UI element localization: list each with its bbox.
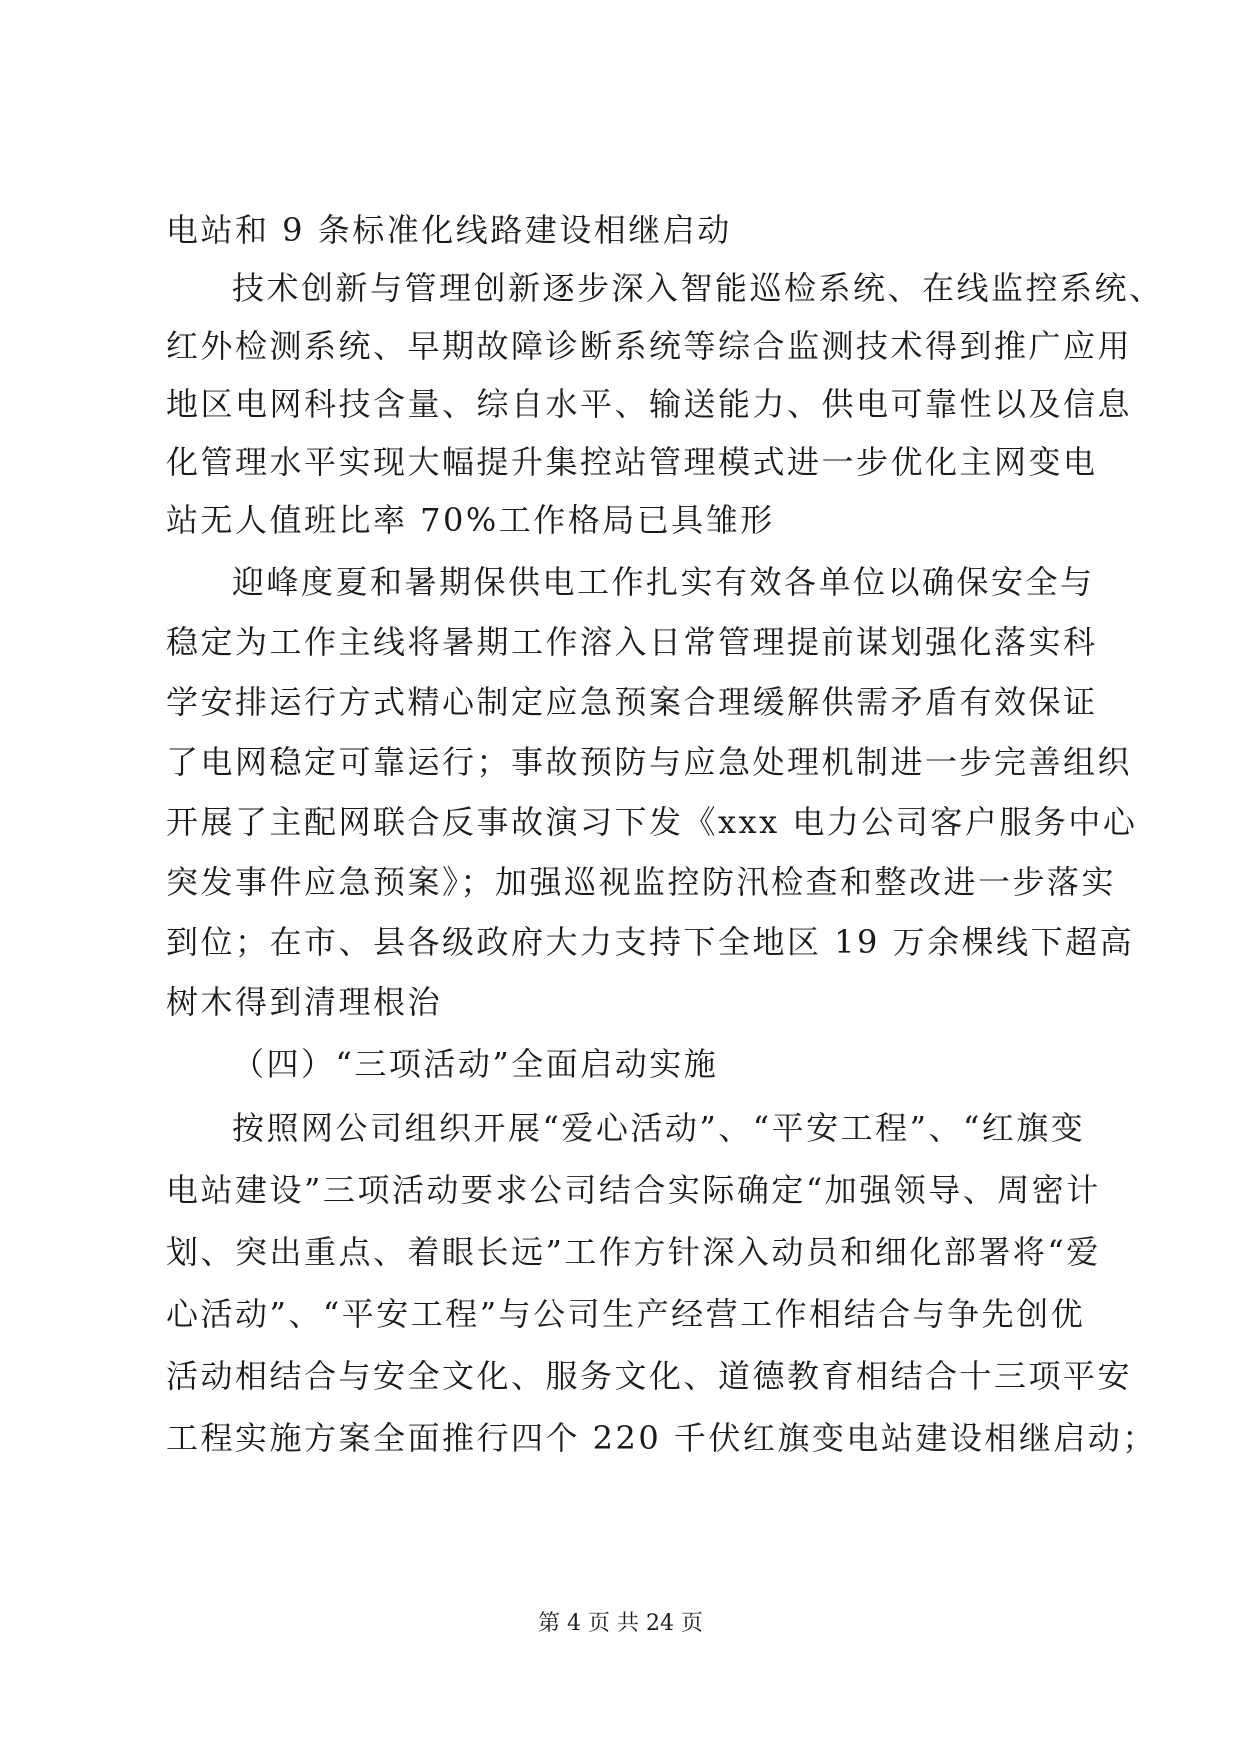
text-line-9: 学安排运行方式精心制定应急预案合理缓解供需矛盾有效保证 [166, 683, 1098, 721]
text-line-8: 稳定为工作主线将暑期工作溶入日常管理提前谋划强化落实科 [166, 623, 1098, 661]
text-line-10: 了电网稳定可靠运行；事故预防与应急处理机制进一步完善组织 [166, 743, 1133, 781]
text-line-18: 划、突出重点、着眼长远”工作方针深入动员和细化部署将“爱 [166, 1233, 1101, 1271]
text-line-7: 迎峰度夏和暑期保供电工作扎实有效各单位以确保安全与 [232, 563, 1095, 601]
page-number-footer: 第 4 页 共 24 页 [538, 1611, 703, 1636]
text-line-16: 按照网公司组织开展“爱心活动”、“平安工程”、“红旗变 [232, 1109, 1086, 1147]
text-line-4: 地区电网科技含量、综自水平、输送能力、供电可靠性以及信息 [166, 385, 1133, 423]
section-heading: （四）“三项活动”全面启动实施 [232, 1045, 719, 1083]
text-line-19: 心活动”、“平安工程”与公司生产经营工作相结合与争先创优 [166, 1295, 1086, 1333]
text-line-13: 到位；在市、县各级政府大力支持下全地区 19 万余棵线下超高 [166, 923, 1135, 961]
text-line-20: 活动相结合与安全文化、服务文化、道德教育相结合十三项平安 [166, 1357, 1133, 1395]
text-line-12: 突发事件应急预案》；加强巡视监控防汛检查和整改进一步落实 [166, 863, 1117, 901]
text-line-11: 开展了主配网联合反事故演习下发《xxx 电力公司客户服务中心 [166, 803, 1138, 841]
text-line-5: 化管理水平实现大幅提升集控站管理模式进一步优化主网变电 [166, 443, 1098, 481]
text-line-14: 树木得到清理根治 [166, 983, 443, 1021]
text-line-3: 红外检测系统、早期故障诊断系统等综合监测技术得到推广应用 [166, 327, 1133, 365]
text-line-17: 电站建设”三项活动要求公司结合实际确定“加强领导、周密计 [166, 1171, 1101, 1209]
text-line-2: 技术创新与管理创新逐步深入智能巡检系统、在线监控系统、 [232, 269, 1164, 307]
text-line-1: 电站和 9 条标准化线路建设相继启动 [166, 211, 732, 249]
text-line-21: 工程实施方案全面推行四个 220 千伏红旗变电站建设相继启动； [166, 1419, 1157, 1457]
text-line-6: 站无人值班比率 70%工作格局已具雏形 [166, 501, 775, 539]
